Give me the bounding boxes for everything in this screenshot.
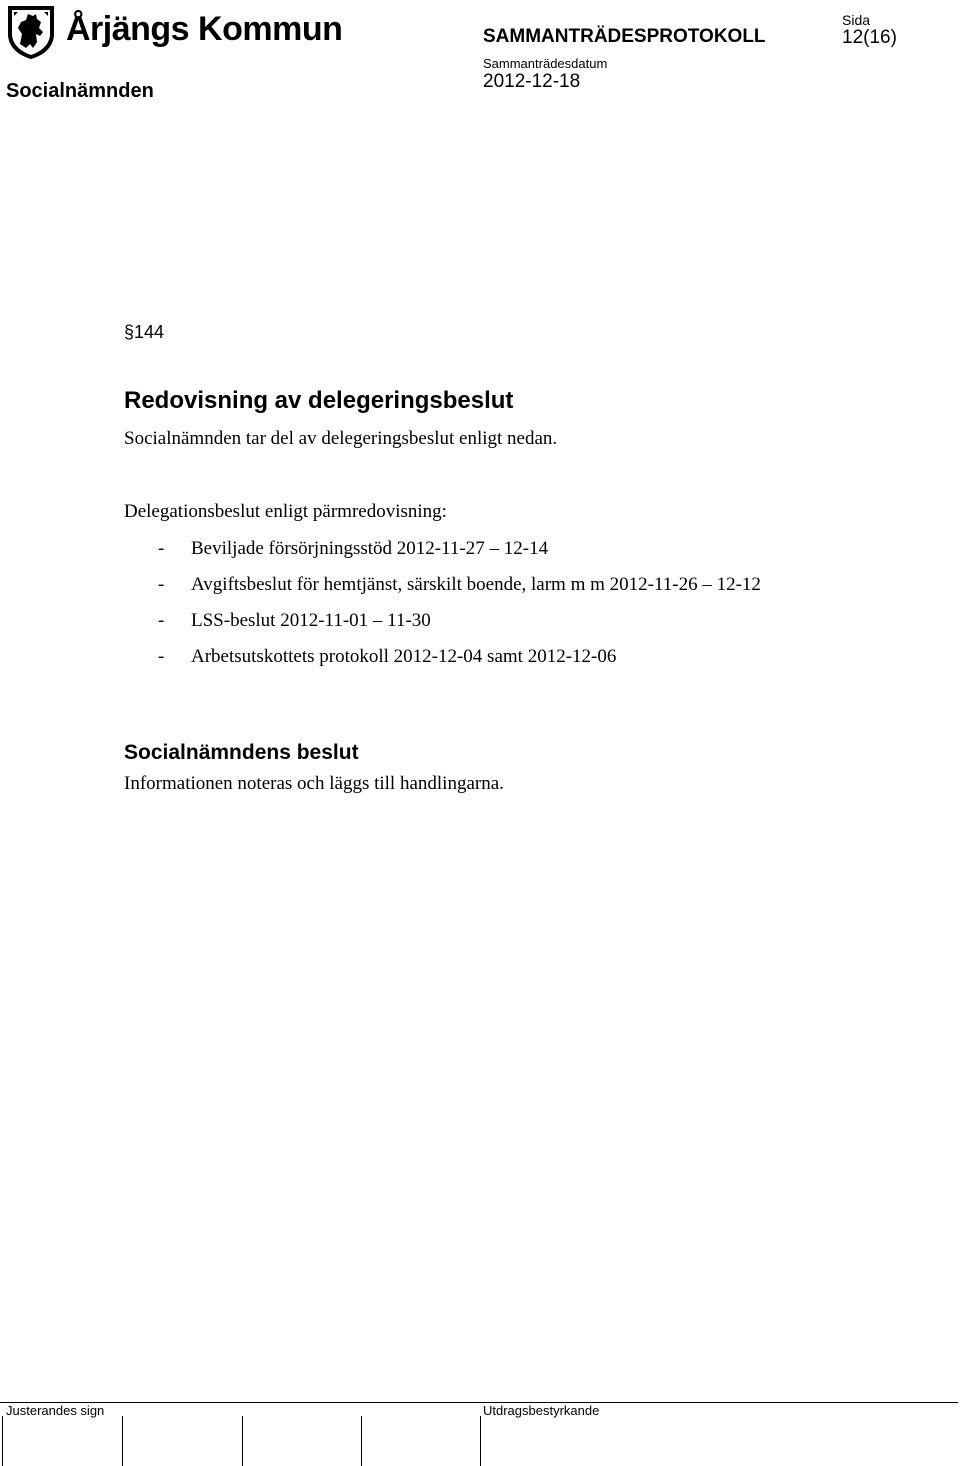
- list-item-text: Beviljade försörjningsstöd 2012-11-27 – 12-14: [191, 538, 549, 559]
- signature-box-divider: [242, 1416, 243, 1466]
- signature-label: Justerandes sign: [6, 1403, 105, 1418]
- list-bullet: -: [158, 538, 165, 559]
- document-type: SAMMANTRÄDESPROTOKOLL: [483, 26, 766, 47]
- list-item: [124, 608, 824, 634]
- signature-box-divider: [361, 1416, 362, 1466]
- list-item: [124, 536, 824, 562]
- decision-title: Socialnämndens beslut: [124, 741, 359, 764]
- list-item: [124, 572, 824, 598]
- list-item-text: LSS-beslut 2012-11-01 – 11-30: [191, 610, 431, 631]
- signature-box-divider: [2, 1416, 3, 1466]
- signature-box-divider: [480, 1416, 481, 1466]
- municipality-logo: [6, 4, 346, 60]
- list-bullet: -: [158, 646, 165, 667]
- delegation-list: [124, 536, 824, 680]
- logo-text: Årjängs Kommun: [66, 10, 343, 48]
- footer-divider: [0, 1402, 958, 1403]
- list-item-text: Arbetsutskottets protokoll 2012-12-04 samt 2012-12-06: [191, 646, 617, 667]
- decision-text: Informationen noteras och läggs till handlingarna.: [124, 773, 504, 794]
- paragraph-number: [124, 322, 164, 343]
- page-number: 12(16): [842, 27, 897, 48]
- organization-name: Socialnämnden: [6, 80, 154, 102]
- section-title: Redovisning av delegeringsbeslut: [124, 387, 514, 414]
- meeting-date-label: Sammanträdesdatum: [483, 56, 608, 71]
- list-item: [124, 644, 824, 670]
- list-item-text: Avgiftsbeslut för hemtjänst, särskilt boende, larm m m 2012-11-26 – 12-12: [191, 574, 761, 595]
- extract-certification-label: Utdragsbestyrkande: [483, 1403, 600, 1418]
- list-bullet: -: [158, 610, 165, 631]
- coat-of-arms-icon: [6, 4, 56, 60]
- page-label: Sida: [842, 12, 871, 28]
- meeting-date: 2012-12-18: [483, 71, 581, 92]
- list-bullet: -: [158, 574, 165, 595]
- intro-text: Socialnämnden tar del av delegeringsbeslut enligt nedan.: [124, 428, 558, 449]
- section-sign-icon: §: [124, 322, 135, 342]
- paragraph-number-value: 144: [134, 322, 165, 342]
- delegation-heading: Delegationsbeslut enligt pärmredovisning:: [124, 501, 447, 522]
- signature-box-divider: [122, 1416, 123, 1466]
